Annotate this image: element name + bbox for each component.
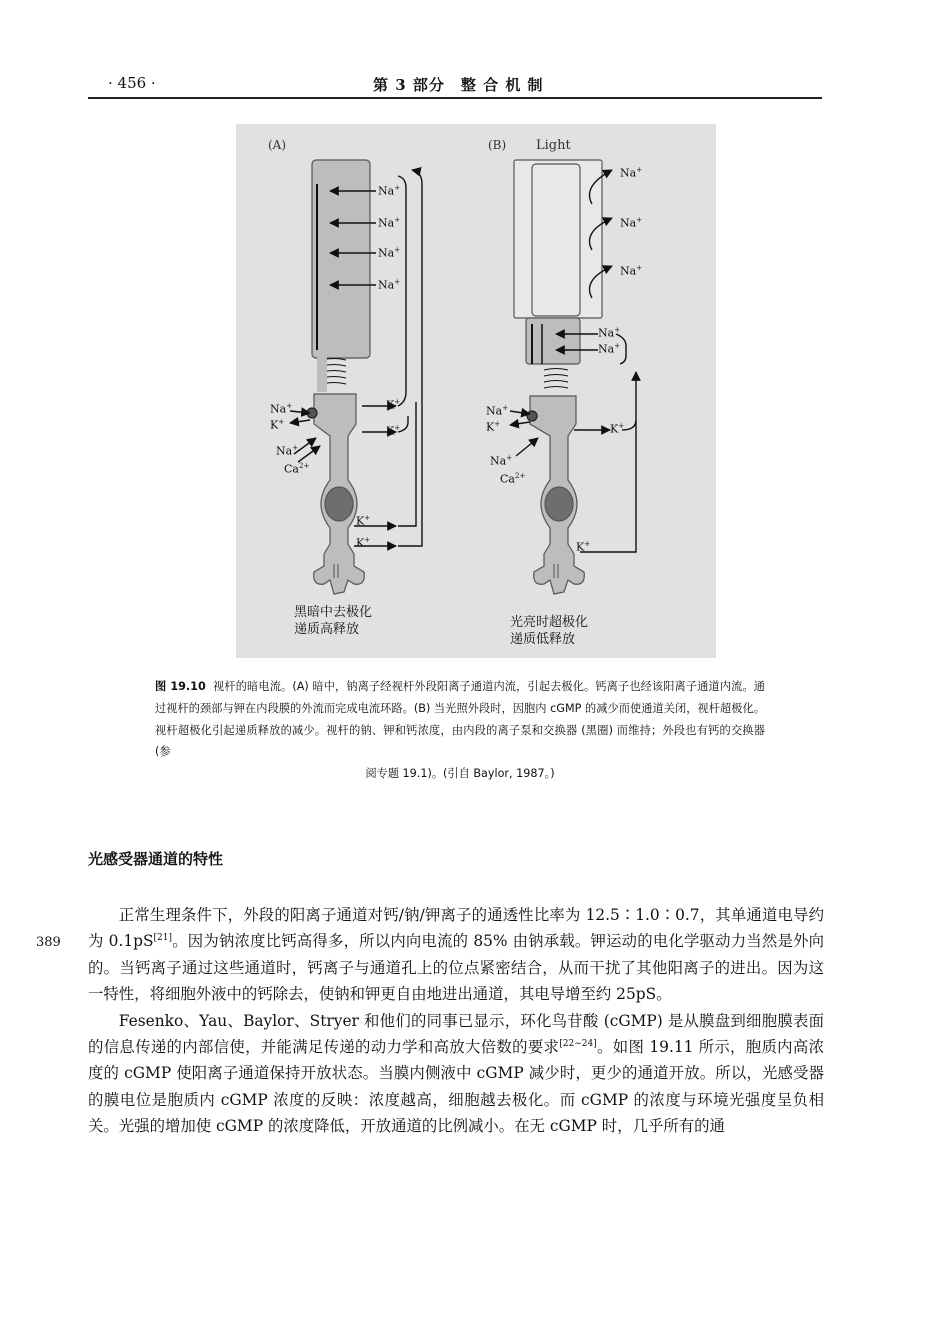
ion-label: K+ — [486, 420, 501, 434]
ion-label: K+ — [356, 536, 371, 550]
page-number: · 456 · — [108, 74, 156, 92]
citation: [21] — [153, 933, 173, 944]
section-title: 光感受器通道的特性 — [88, 850, 224, 868]
ion-label: Na+ — [378, 184, 401, 198]
ion-label: Na+ — [270, 402, 293, 416]
ion-label: $Ca^{2+}$ — [284, 462, 310, 476]
ion-label: $Ca^{2+}$ — [500, 472, 526, 486]
header-rule — [88, 97, 822, 99]
ion-label: Na+ — [486, 404, 509, 418]
ion-label: Na+ — [276, 444, 299, 458]
rod-diagram — [236, 124, 716, 658]
figure-number: 图 19.10 — [155, 680, 206, 693]
rod-b — [514, 160, 602, 594]
ion-label: K+ — [386, 398, 401, 412]
ion-label: Na+ — [598, 342, 621, 356]
ion-label: Na+ — [490, 454, 513, 468]
rod-a-nucleus — [325, 487, 353, 521]
rod-b-outer-segment — [532, 164, 580, 316]
ion-label: Na+ — [598, 326, 621, 340]
ion-label: Na+ — [378, 278, 401, 292]
panel-b-label: (B) — [488, 138, 507, 152]
rod-b-nucleus — [545, 487, 573, 521]
figure-caption — [155, 676, 765, 785]
caption-text: 视杆的暗电流。(A) 暗中，钠离子经视杆外段阳离子通道内流，引起去极化。钙离子也经该阳离子通道内流。通过视杆的颈部与钾在内段膜的外流而完成电流环路。(B) 当光照外段时，因胞内 cGMP 的减少而使通道关闭，视杆超极化。视杆超极化引起递质释放的减少。视杆的钠、钾和钙浓度，由内段的离子泵和交换器 (黑圈) 而维持；外段也有钙的交换器 (参 — [155, 680, 765, 759]
light-label: Light — [536, 138, 571, 153]
paragraph: 正常生理条件下，外段的阳离子通道对钙/钠/钾离子的通透性比率为 12.5∶1.0∶0.7，其单通道电导约为 0.1pS[21]。因为钠浓度比钙高得多，所以内向电流的 85% 由钠承载。钾运动的电化学驱动力当然是外向的。当钙离子通过这些通道时，钙离子与通道孔上的位点紧密结合，从而干扰了其他阳离子的进出。因为这一特性，将细胞外液中的钙除去，使钠和钾更自由地进出通道，其电导增至约 25pS。 — [88, 906, 825, 1004]
ion-label: K+ — [576, 540, 591, 554]
ion-label: K+ — [356, 514, 371, 528]
ion-label: Na+ — [378, 216, 401, 230]
rod-a-outer-segment — [312, 160, 370, 358]
panel-b-caption: 光亮时超极化 递质低释放 — [510, 615, 589, 647]
figure-19-10 — [236, 124, 716, 658]
margin-page-number: 389 — [36, 935, 61, 950]
body-text — [88, 902, 824, 1140]
ion-label: K+ — [270, 418, 285, 432]
ion-label: Na+ — [620, 264, 643, 278]
paragraph: Fesenko、Yau、Baylor、Stryer 和他们的同事已显示，环化鸟苷酸 (cGMP) 是从膜盘到细胞膜表面的信息传递的内部信使，并能满足传递的动力学和高放大倍数的要求[22~24]。如图 19.11 所示，胞质内高浓度的 cGMP 使阳离子通道保持开放状态。当膜内侧液中 cGMP 减少时，更少的通道开放。所以，光感受器的膜电位是胞质内 cGMP 浓度的反映：浓度越高，细胞越去极化。而 cGMP 的浓度与环境光强度呈负相关。光强的增加使 cGMP 的浓度降低，开放通道的比例减小。在无 cGMP 时，几乎所有的通 — [88, 1011, 824, 1136]
panel-a-label: (A) — [268, 138, 287, 152]
panel-a-caption: 黑暗中去极化 递质高释放 — [294, 605, 373, 637]
ion-label: K+ — [386, 424, 401, 438]
ion-label: Na+ — [620, 216, 643, 230]
ion-label: Na+ — [620, 166, 643, 180]
running-title: 第 3 部分 整 合 机 制 — [373, 76, 544, 94]
rod-a — [307, 160, 370, 594]
caption-last-line: 阅专题 19.1)。(引自 Baylor, 1987。) — [365, 767, 555, 781]
citation: [22~24] — [559, 1038, 597, 1049]
page-header — [88, 70, 822, 100]
rod-b-cilium-folds — [544, 369, 568, 389]
ion-label: Na+ — [378, 246, 401, 260]
ion-label: K+ — [610, 422, 625, 436]
rod-b-pump — [527, 411, 537, 421]
rod-b-outer-segment-lower — [526, 318, 580, 364]
